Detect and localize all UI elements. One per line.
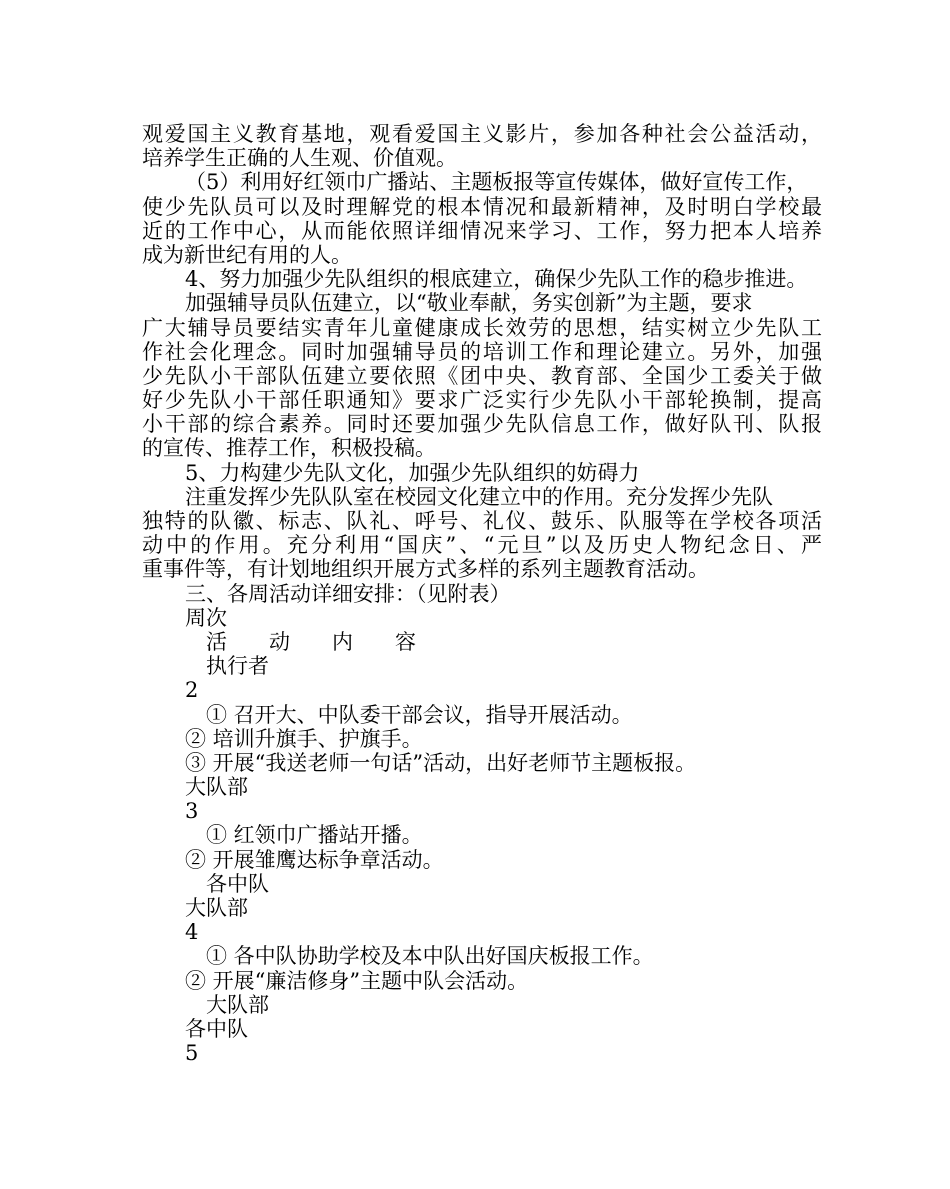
text-line: 作社会化理念。同时加强辅导员的培训工作和理论建立。另外，加强 (142, 339, 822, 364)
table-activity-cell: ② 开展“廉洁修身”主题中队会活动。 (185, 968, 529, 993)
table-header-executor: 执行者 (206, 654, 269, 679)
text-line: 培养学生正确的人生观、价值观。 (142, 146, 457, 171)
table-executor-cell: 大队部 (185, 775, 248, 800)
table-activity-cell: ② 开展雏鹰达标争章活动。 (185, 847, 444, 872)
table-header-week: 周次 (185, 605, 227, 630)
text-line: 加强辅导员队伍建立，以“敬业奉献，务实创新”为主题，要求 (185, 291, 753, 316)
table-week-cell: 5 (185, 1041, 199, 1066)
text-line: 广大辅导员要结实青年儿童健康成长效劳的思想，结实树立少先队工 (142, 315, 822, 340)
table-week-cell: 3 (185, 799, 199, 824)
text-line: （5）利用好红领巾广播站、主题板报等宣传媒体，做好宣传工作， (185, 170, 808, 195)
table-header-content: 活 动 内 容 (206, 629, 416, 654)
text-line: 的宣传、推荐工作，积极投稿。 (142, 436, 436, 461)
text-line: 好少先队小干部任职通知》要求广泛实行少先队小干部轮换制，提高 (142, 388, 822, 413)
text-line: 重事件等，有计划地组织开展方式多样的系列主题教育活动。 (142, 557, 709, 582)
text-line: 小干部的综合素养。同时还要加强少先队信息工作，做好队刊、队报 (142, 412, 822, 437)
table-executor-cell: 大队部 (206, 992, 269, 1017)
table-executor-cell: 各中队 (185, 1016, 248, 1041)
table-executor-cell: 各中队 (206, 871, 269, 896)
table-activity-cell: ① 各中队协助学校及本中队出好国庆板报工作。 (206, 944, 654, 969)
document-body (142, 122, 822, 1065)
table-activity-cell: ① 红领巾广播站开播。 (206, 823, 423, 848)
table-week-cell: 2 (185, 678, 199, 703)
section-heading: 4、努力加强少先队组织的根底建立，确保少先队工作的稳步推进。 (185, 267, 808, 292)
text-line: 观爱国主义教育基地，观看爱国主义影片，参加各种社会公益活动， (142, 122, 822, 146)
table-executor-cell: 大队部 (185, 896, 248, 920)
table-week-cell: 4 (185, 920, 199, 945)
text-line: 使少先队员可以及时理解党的根本情况和最新精神，及时明白学校最 (142, 194, 822, 219)
table-activity-cell: ② 培训升旗手、护旗手。 (185, 726, 423, 751)
section-heading: 三、各周活动详细安排：（见附表） (185, 581, 511, 606)
text-line: 动中的作用。充分利用“国庆”、“元旦”以及历史人物纪念日、严 (142, 533, 822, 558)
text-line: 独特的队徽、标志、队礼、呼号、礼仪、鼓乐、队服等在学校各项活 (142, 509, 822, 533)
text-line: 注重发挥少先队队室在校园文化建立中的作用。充分发挥少先队 (185, 484, 773, 509)
text-line: 少先队小干部队伍建立要依照《团中央、教育部、全国少工委关于做 (142, 363, 822, 388)
table-activity-cell: ③ 开展“我送老师一句话”活动，出好老师节主题板报。 (185, 750, 697, 775)
table-activity-cell: ① 召开大、中队委干部会议，指导开展活动。 (206, 702, 633, 727)
text-line: 成为新世纪有用的人。 (142, 242, 352, 267)
text-line: 近的工作中心，从而能依照详细情况来学习、工作，努力把本人培养 (142, 218, 822, 243)
section-heading: 5、力构建少先队文化，加强少先队组织的妨碍力 (185, 460, 640, 485)
